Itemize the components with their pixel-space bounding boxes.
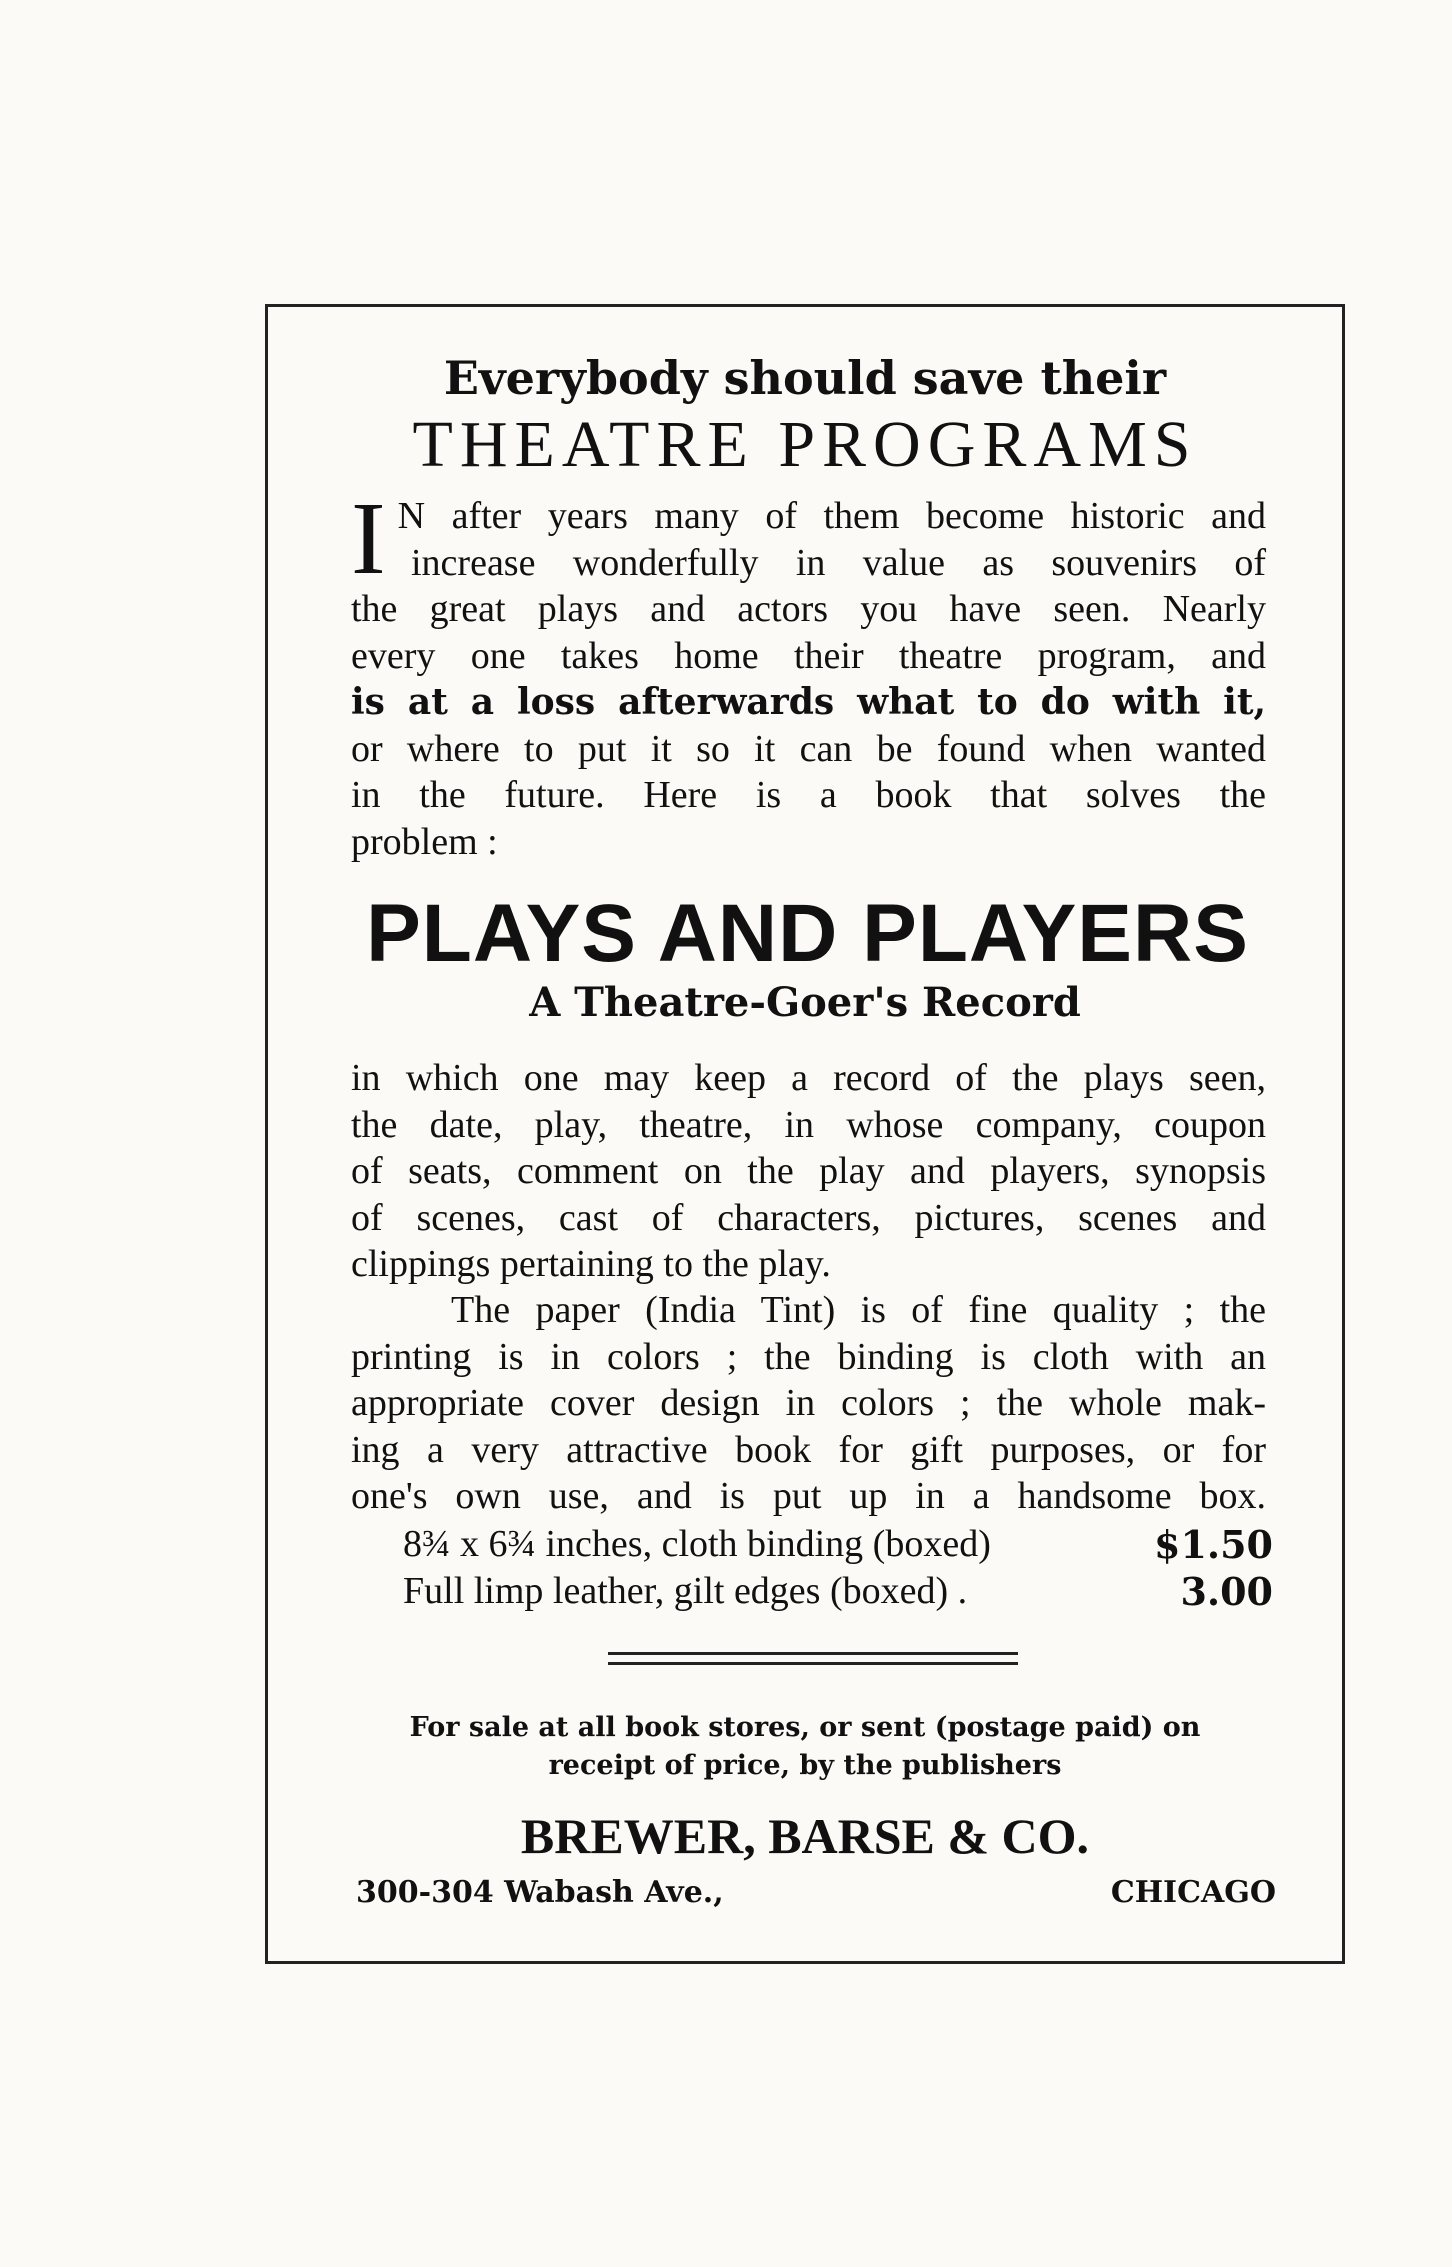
divider-rule: [608, 1662, 1018, 1665]
publisher-city: CHICAGO: [1110, 1875, 1276, 1910]
description-paragraph: [351, 1055, 1266, 1288]
description-line: of seats, comment on the play and players, synopsis: [351, 1150, 1266, 1192]
details-paragraph: [351, 1287, 1266, 1520]
details-line: The paper (India Tint) is of fine quality ; the: [451, 1289, 1266, 1331]
price-value: 3.00: [1180, 1569, 1273, 1614]
description-line: clippings pertaining to the play.: [351, 1243, 831, 1285]
book-title: PLAYS AND PLAYERS: [366, 888, 1249, 979]
details-line: printing is in colors ; the binding is cloth with an: [351, 1335, 1266, 1378]
intro-paragraph: [351, 481, 1266, 865]
intro-line: or where to put it so it can be found when wanted: [351, 727, 1266, 770]
advertisement-frame: [265, 304, 1345, 1964]
intro-line: in the future. Here is a book that solves the: [351, 774, 1266, 816]
publisher-address: 300-304 Wabash Ave.,: [356, 1875, 724, 1910]
publisher-name: BREWER, BARSE & CO.: [520, 1808, 1090, 1864]
book-subtitle: A Theatre-Goer's Record: [529, 979, 1081, 1026]
details-line: one's own use, and is put up in a handsome box.: [351, 1475, 1266, 1517]
details-line: ing a very attractive book for gift purposes, or for: [351, 1428, 1266, 1471]
description-line: in which one may keep a record of the plays seen,: [351, 1057, 1266, 1099]
price-item: Full limp leather, gilt edges (boxed) .: [403, 1570, 968, 1612]
headline: Everybody should save their: [443, 351, 1167, 405]
price-row-cloth: [403, 1522, 1273, 1566]
description-line: of scenes, cast of characters, pictures, scenes and: [351, 1196, 1266, 1239]
intro-line-bold: is at a loss afterwards what to do with it,: [351, 681, 1266, 723]
sale-line: For sale at all book stores, or sent (postage paid) on: [409, 1712, 1201, 1743]
price-row-leather: [403, 1569, 1273, 1613]
intro-line: every one takes home their theatre program, and: [351, 634, 1266, 677]
price-value: $1.50: [1154, 1522, 1273, 1567]
drop-cap: I: [351, 481, 386, 596]
intro-line: the great plays and actors you have seen. Nearly: [351, 588, 1266, 630]
divider-rule: [608, 1652, 1018, 1655]
description-line: the date, play, theatre, in whose company, coupon: [351, 1103, 1266, 1146]
sale-line: receipt of price, by the publishers: [548, 1750, 1062, 1781]
details-line: appropriate cover design in colors ; the whole mak-: [351, 1382, 1266, 1424]
title-theatre-programs: THEATRE PROGRAMS: [412, 408, 1198, 481]
intro-line: increase wonderfully in value as souvenirs of: [411, 541, 1266, 584]
price-item: 8¾ x 6¾ inches, cloth binding (boxed): [403, 1523, 991, 1565]
intro-line: problem :: [351, 820, 498, 863]
intro-line: N after years many of them become historic and: [397, 495, 1266, 537]
